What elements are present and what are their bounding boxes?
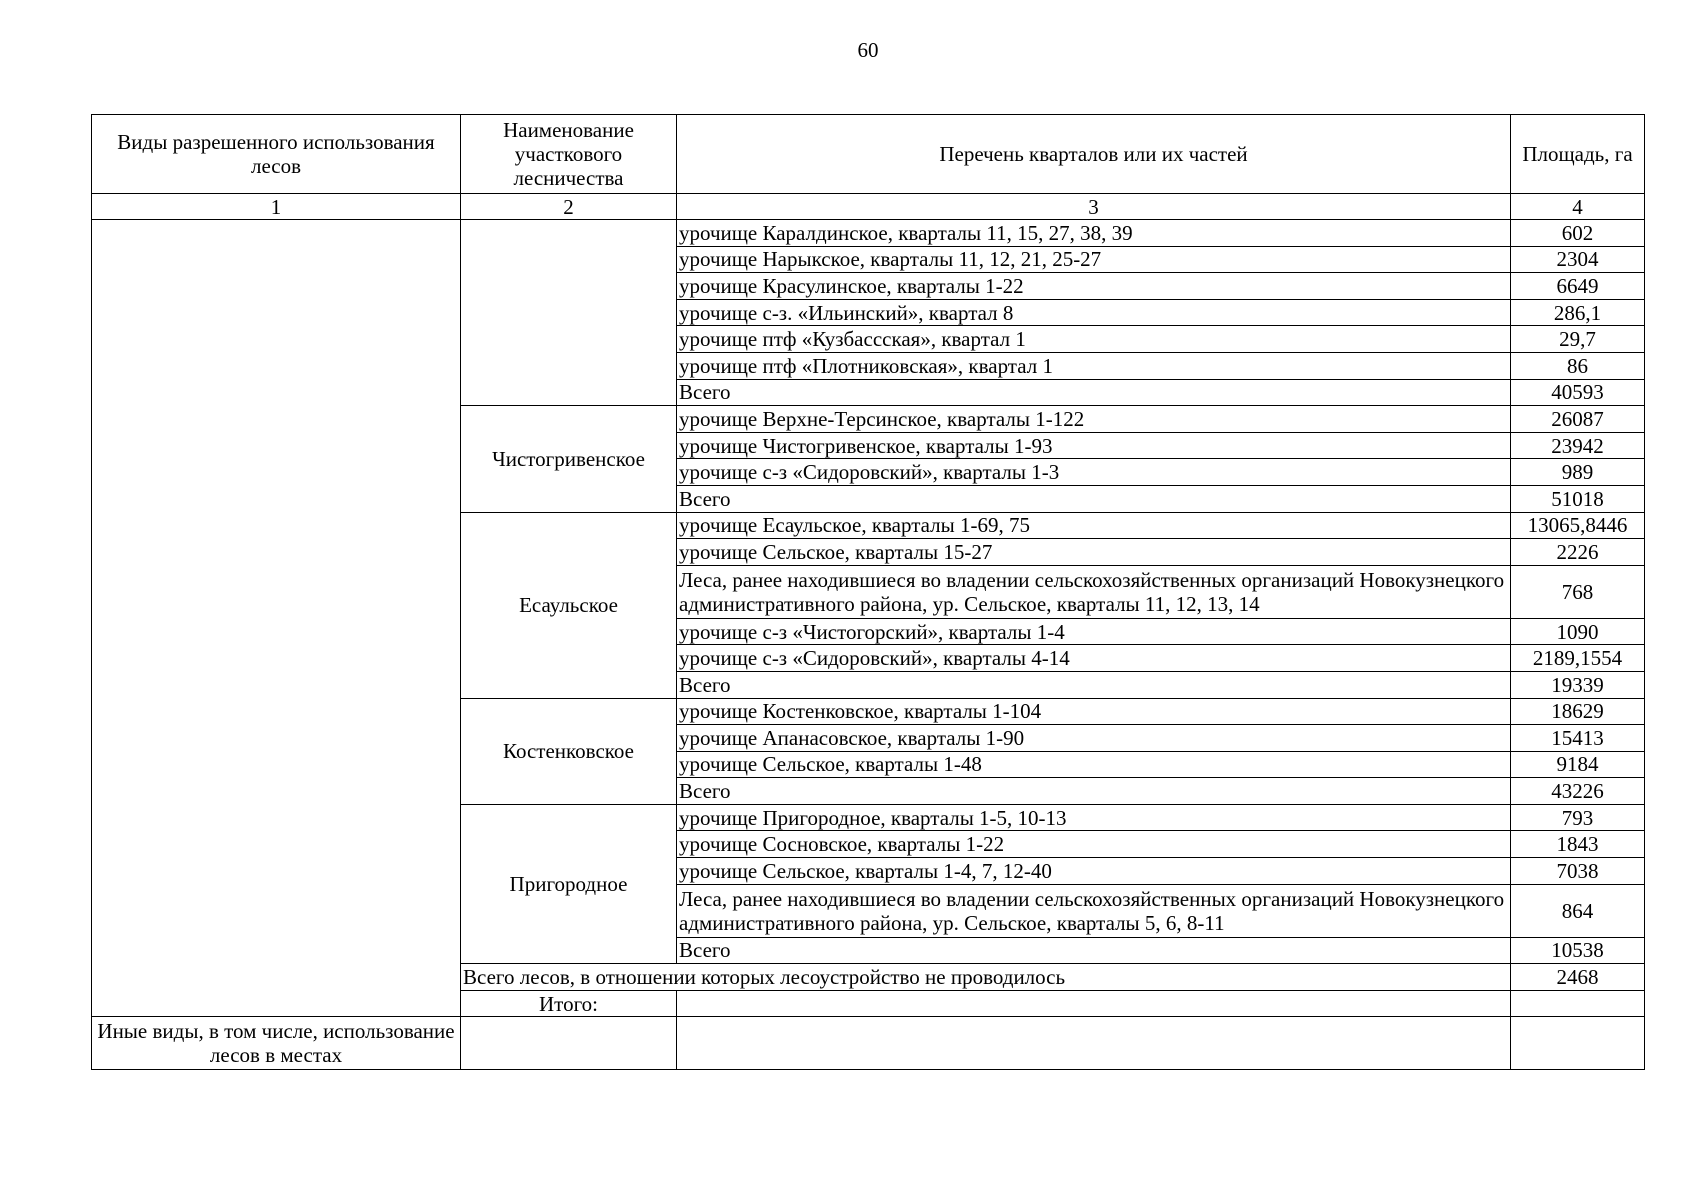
empty-cell	[1511, 1017, 1645, 1070]
area-value: 9184	[1511, 751, 1645, 778]
quarter-description: урочище Сосновское, кварталы 1-22	[677, 831, 1511, 858]
quarter-description: урочище Каралдинское, кварталы 11, 15, 27, 38, 39	[677, 220, 1511, 247]
other-uses-label: Иные виды, в том числе, использование лесов в местах	[92, 1017, 461, 1070]
other-uses-row	[92, 1017, 1645, 1070]
quarter-description: урочище с-з «Чистогорский», кварталы 1-4	[677, 618, 1511, 645]
area-value: 768	[1511, 565, 1645, 618]
subtotal-label: Всего	[677, 937, 1511, 964]
quarter-description: Леса, ранее находившиеся во владении сельскохозяйственных организаций Новокузнецкого административного района, ур. Сельское, кварталы 5, 6, 8-11	[677, 884, 1511, 937]
column-number: 1	[92, 194, 461, 220]
quarter-description: урочище птф «Плотниковская», квартал 1	[677, 352, 1511, 379]
area-value: 793	[1511, 804, 1645, 831]
quarter-description: урочище Верхне-Терсинское, кварталы 1-122	[677, 406, 1511, 433]
subtotal-label: Всего	[677, 485, 1511, 512]
area-value: 7038	[1511, 858, 1645, 885]
empty-cell	[677, 990, 1511, 1017]
forestry-name-cell: Костенковское	[461, 698, 677, 804]
forestry-name-cell: Есаульское	[461, 512, 677, 698]
subtotal-area: 40593	[1511, 379, 1645, 406]
page-number: 60	[857, 38, 879, 62]
quarter-description: урочище Апанасовское, кварталы 1-90	[677, 725, 1511, 752]
area-value: 2189,1554	[1511, 645, 1645, 672]
empty-cell	[461, 1017, 677, 1070]
subtotal-area: 51018	[1511, 485, 1645, 512]
area-value: 1843	[1511, 831, 1645, 858]
area-value: 26087	[1511, 406, 1645, 433]
area-value: 6649	[1511, 273, 1645, 300]
header-quarters-list: Перечень кварталов или их частей	[677, 115, 1511, 194]
quarter-description: урочище Есаульское, кварталы 1-69, 75	[677, 512, 1511, 539]
column-number-row	[92, 194, 1645, 220]
header-use-type: Виды разрешенного использования лесов	[92, 115, 461, 194]
total-label: Итого:	[461, 990, 677, 1017]
header-row	[92, 115, 1645, 194]
area-value: 18629	[1511, 698, 1645, 725]
header-forestry-name: Наименование участкового лесничества	[461, 115, 677, 194]
header-area: Площадь, га	[1511, 115, 1645, 194]
empty-cell	[677, 1017, 1511, 1070]
subtotal-label: Всего	[677, 671, 1511, 698]
no-survey-label: Всего лесов, в отношении которых лесоустройство не проводилось	[461, 964, 1511, 991]
use-type-cell	[92, 220, 461, 1017]
table-row	[92, 220, 1645, 247]
area-value: 1090	[1511, 618, 1645, 645]
quarter-description: Леса, ранее находившиеся во владении сельскохозяйственных организаций Новокузнецкого административного района, ур. Сельское, кварталы 11, 12, 13, 14	[677, 565, 1511, 618]
quarter-description: урочище с-з. «Ильинский», квартал 8	[677, 299, 1511, 326]
area-value: 29,7	[1511, 326, 1645, 353]
area-value: 15413	[1511, 725, 1645, 752]
subtotal-area: 19339	[1511, 671, 1645, 698]
quarter-description: урочище Пригородное, кварталы 1-5, 10-13	[677, 804, 1511, 831]
quarter-description: урочище Сельское, кварталы 1-4, 7, 12-40	[677, 858, 1511, 885]
area-value: 989	[1511, 459, 1645, 486]
subtotal-label: Всего	[677, 379, 1511, 406]
area-value: 2226	[1511, 539, 1645, 566]
subtotal-area: 43226	[1511, 778, 1645, 805]
forestry-name-cell	[461, 220, 677, 406]
quarter-description: урочище с-з «Сидоровский», кварталы 4-14	[677, 645, 1511, 672]
quarter-description: урочище Чистогривенское, кварталы 1-93	[677, 432, 1511, 459]
empty-cell	[1511, 990, 1645, 1017]
no-survey-area: 2468	[1511, 964, 1645, 991]
area-value: 602	[1511, 220, 1645, 247]
area-value: 2304	[1511, 246, 1645, 273]
area-value: 23942	[1511, 432, 1645, 459]
quarter-description: урочище птф «Кузбассская», квартал 1	[677, 326, 1511, 353]
quarter-description: урочище Костенковское, кварталы 1-104	[677, 698, 1511, 725]
subtotal-label: Всего	[677, 778, 1511, 805]
subtotal-area: 10538	[1511, 937, 1645, 964]
column-number: 2	[461, 194, 677, 220]
forestry-name-cell: Пригородное	[461, 804, 677, 963]
quarter-description: урочище Красулинское, кварталы 1-22	[677, 273, 1511, 300]
quarter-description: урочище Сельское, кварталы 1-48	[677, 751, 1511, 778]
quarter-description: урочище Сельское, кварталы 15-27	[677, 539, 1511, 566]
area-value: 286,1	[1511, 299, 1645, 326]
column-number: 3	[677, 194, 1511, 220]
quarter-description: урочище Нарыкское, кварталы 11, 12, 21, 25-27	[677, 246, 1511, 273]
area-value: 864	[1511, 884, 1645, 937]
forestry-name-cell: Чистогривенское	[461, 406, 677, 512]
area-value: 86	[1511, 352, 1645, 379]
column-number: 4	[1511, 194, 1645, 220]
quarter-description: урочище с-з «Сидоровский», кварталы 1-3	[677, 459, 1511, 486]
forest-use-table	[91, 114, 1645, 1070]
area-value: 13065,8446	[1511, 512, 1645, 539]
